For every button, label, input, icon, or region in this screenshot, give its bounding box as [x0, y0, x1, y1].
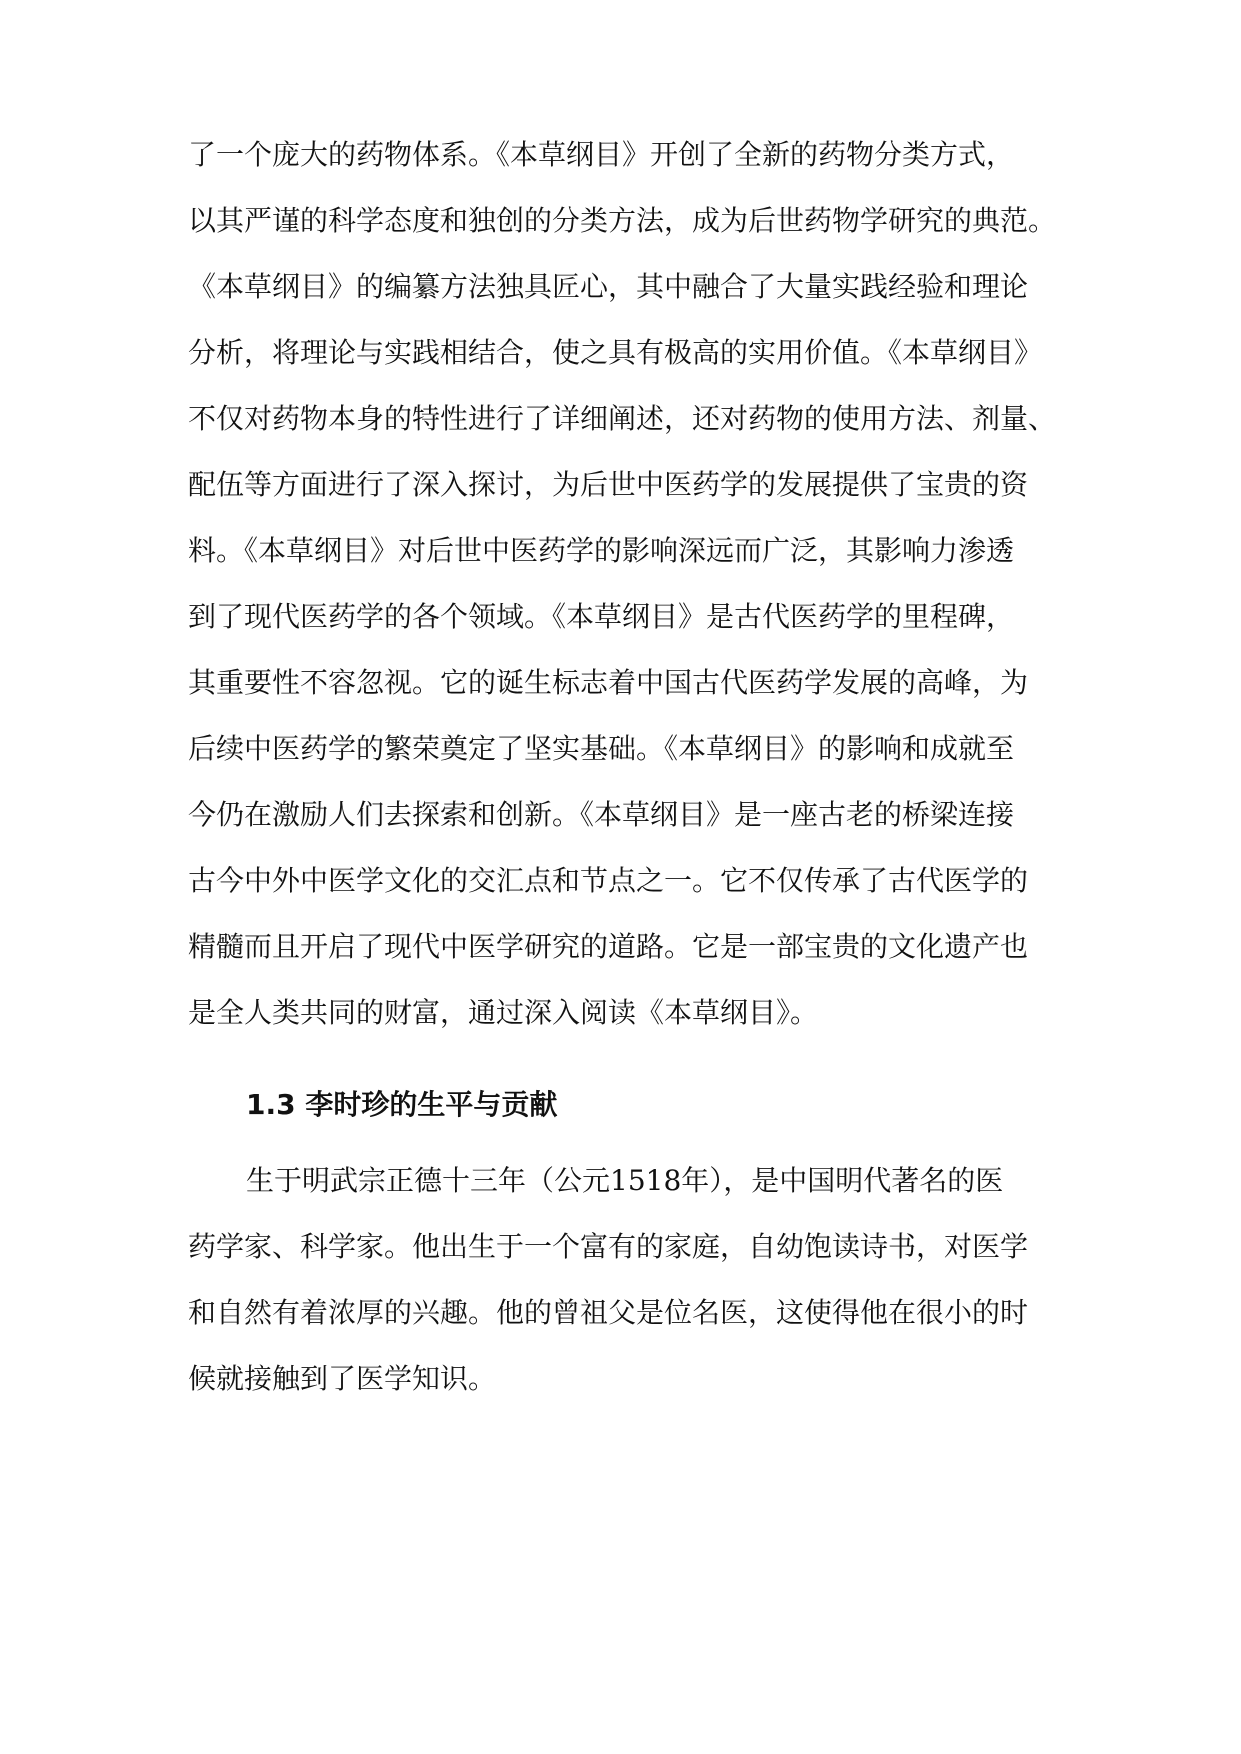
paragraph-1-line-3: 《本草纲目》的编纂方法独具匠心，其中融合了大量实践经验和理论: [188, 270, 1029, 303]
paragraph-1-line-2: 以其严谨的科学态度和独创的分类方法，成为后世药物学研究的典范。: [188, 204, 1057, 237]
paragraph-1-line-4: 分析，将理论与实践相结合，使之具有极高的实用价值。《本草纲目》: [188, 336, 1043, 369]
paragraph-1-line-14: 是全人类共同的财富，通过深入阅读《本草纲目》。: [188, 996, 819, 1029]
paragraph-2-line-1: 生于明武宗正德十三年（公元1518年），是中国明代著名的医: [246, 1164, 1004, 1197]
paragraph-1-line-9: 其重要性不容忽视。它的诞生标志着中国古代医药学发展的高峰，为: [188, 666, 1029, 699]
paragraph-1-line-1: 了一个庞大的药物体系。《本草纲目》开创了全新的药物分类方式，: [188, 138, 1015, 171]
paragraph-1-line-6: 配伍等方面进行了深入探讨，为后世中医药学的发展提供了宝贵的资: [188, 468, 1029, 501]
paragraph-1-line-8: 到了现代医药学的各个领域。《本草纲目》是古代医药学的里程碑，: [188, 600, 1015, 633]
paragraph-1-line-10: 后续中医药学的繁荣奠定了坚实基础。《本草纲目》的影响和成就至: [188, 732, 1015, 765]
paragraph-2-line-3: 和自然有着浓厚的兴趣。他的曾祖父是位名医，这使得他在很小的时: [188, 1296, 1029, 1329]
paragraph-1-line-12: 古今中外中医学文化的交汇点和节点之一。它不仅传承了古代医学的: [188, 864, 1029, 897]
paragraph-1-line-5: 不仅对药物本身的特性进行了详细阐述，还对药物的使用方法、剂量、: [188, 402, 1057, 435]
paragraph-2-line-2: 药学家、科学家。他出生于一个富有的家庭，自幼饱读诗书，对医学: [188, 1230, 1029, 1263]
paragraph-1-line-13: 精髓而且开启了现代中医学研究的道路。它是一部宝贵的文化遗产也: [188, 930, 1029, 963]
paragraph-1-line-7: 料。《本草纲目》对后世中医药学的影响深远而广泛，其影响力渗透: [188, 534, 1015, 567]
paragraph-1-line-11: 今仍在激励人们去探索和创新。《本草纲目》是一座古老的桥梁连接: [188, 798, 1015, 831]
section-heading: 1.3 李时珍的生平与贡献: [246, 1088, 558, 1121]
paragraph-2-line-4: 候就接触到了医学知识。: [188, 1362, 497, 1395]
